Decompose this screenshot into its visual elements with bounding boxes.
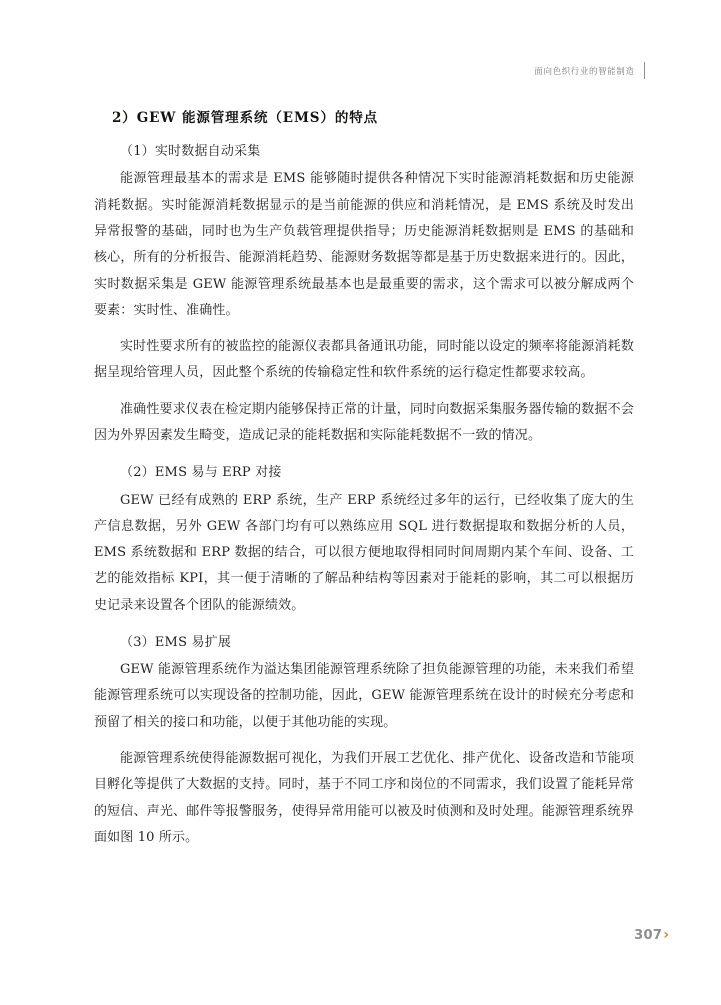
paragraph: 实时性要求所有的被监控的能源仪表都具备通讯功能，同时能以设定的频率将能源消耗数据呈现给管理人员，因此整个系统的传输稳定性和软件系统的运行稳定性都要求较高。 xyxy=(94,339,634,381)
running-header xyxy=(534,62,645,79)
paragraph: 能源管理最基本的需求是 EMS 能够随时提供各种情况下实时能源消耗数据和历史能源消耗数据。实时能源消耗数据显示的是当前能源的供应和消耗情况，是 EMS 系统及时发出异常报警的基础，同时也为生产负载管理提供指导；历史能源消耗数据则是 EMS 的基础和核心，所有的分析报告、能源消耗趋势、能源财务数据等都是基于历史数据来进行的。因此，实时数据采集是 GEW 能源管理系统最基本也是最重要的需求，这个需求可以被分解成两个要素：实时性、准确性。 xyxy=(94,171,634,318)
section-heading: 2）GEW 能源管理系统（EMS）的特点 xyxy=(112,110,379,126)
page-content xyxy=(94,108,634,855)
running-header-divider xyxy=(644,62,646,79)
running-header-title: 面向色织行业的智能制造 xyxy=(534,66,635,77)
subsection-heading-2: （2）EMS 易与 ERP 对接 xyxy=(120,465,282,481)
page-number: 307 xyxy=(634,928,663,943)
paragraph: GEW 能源管理系统作为溢达集团能源管理系统除了担负能源管理的功能，未来我们希望能源管理系统可以实现设备的控制功能，因此，GEW 能源管理系统在设计的时候充分考虑和预留了相关的接口和功能，以便于其他功能的实现。 xyxy=(94,662,634,730)
paragraph: 能源管理系统使得能源数据可视化，为我们开展工艺优化、排产优化、设备改造和节能项目孵化等提供了大数据的支持。同时，基于不同工序和岗位的不同需求，我们设置了能耗异常的短信、声光、邮件等报警服务，使得异常用能可以被及时侦测和及时处理。能源管理系统界面如图 10 所示。 xyxy=(94,751,634,845)
subsection-heading-3: （3）EMS 易扩展 xyxy=(120,634,232,650)
paragraph: GEW 已经有成熟的 ERP 系统，生产 ERP 系统经过多年的运行，已经收集了庞大的生产信息数据，另外 GEW 各部门均有可以熟练应用 SQL 进行数据提取和数据分析的人员，EMS 系统数据和 ERP 数据的结合，可以很方便地取得相同时间周期内某个车间、设备、工艺的能效指标 KPI，其一便于清晰的了解品种结构等因素对于能耗的影响，其二可以根据历史记录来设置各个团队的能源绩效。 xyxy=(94,492,634,613)
paragraph: 准确性要求仪表在检定期内能够保持正常的计量，同时向数据采集服务器传输的数据不会因为外界因素发生畸变，造成记录的能耗数据和实际能耗数据不一致的情况。 xyxy=(94,401,634,444)
subsection-heading-1: （1）实时数据自动采集 xyxy=(120,144,261,160)
chevron-right-icon: › xyxy=(663,926,669,943)
page-folio xyxy=(634,928,669,943)
